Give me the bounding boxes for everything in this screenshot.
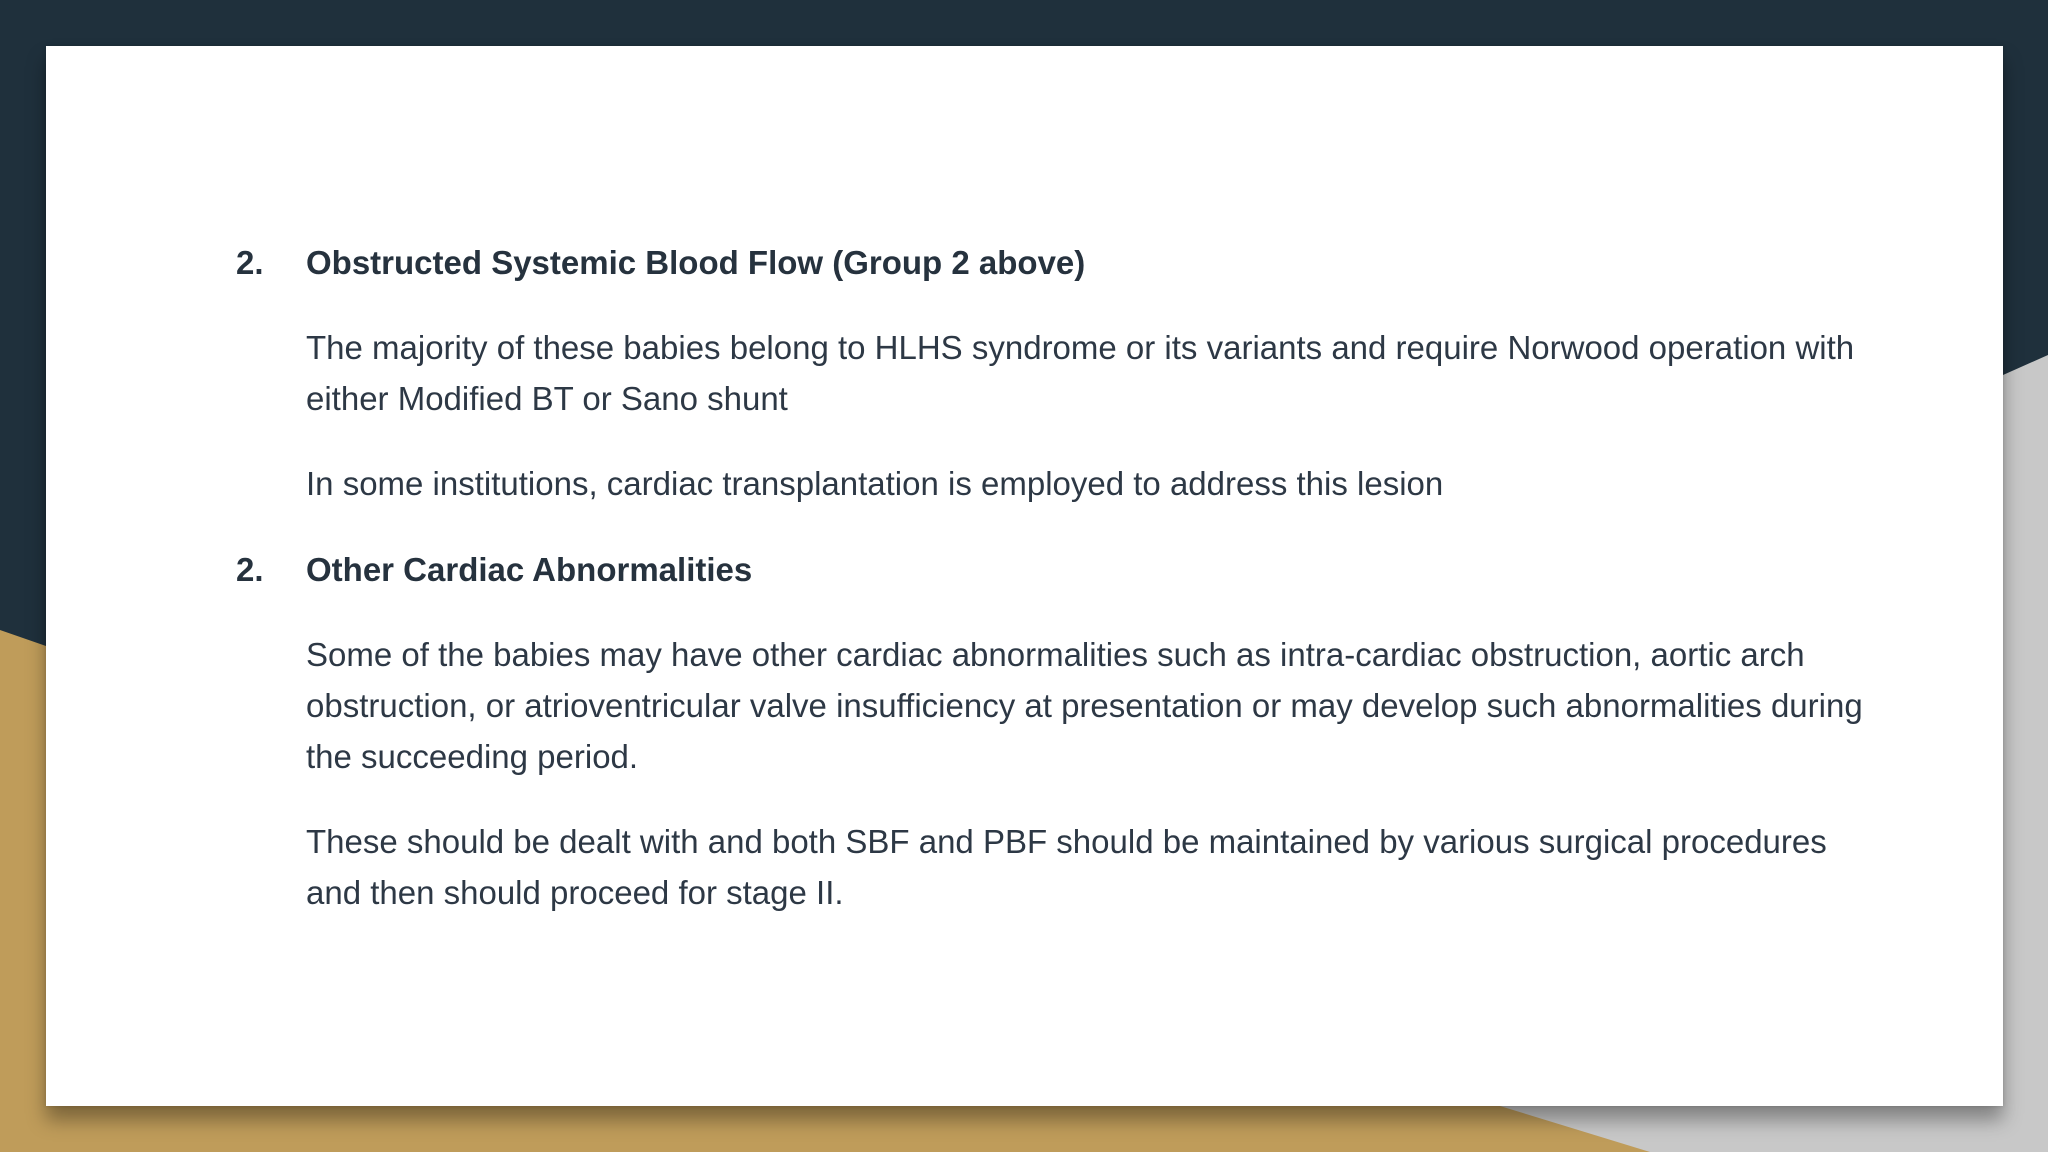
gold-bottom-shape [0,1106,1700,1152]
section-heading [46,548,2003,592]
gray-right-shape [2003,355,2048,1152]
list-number: 2. [236,244,264,281]
heading-text: Other Cardiac Abnormalities [306,551,753,588]
paragraph: The majority of these babies belong to HLHS syndrome or its variants and require Norwood operation with either Modified BT or Sano shunt [306,329,1855,417]
list-number: 2. [236,551,264,588]
paragraph: These should be dealt with and both SBF and PBF should be maintained by various surgical procedures and then should proceed for stage II. [306,823,1827,911]
paragraph: In some institutions, cardiac transplantation is employed to address this lesion [306,465,1444,502]
gold-left-shape [0,630,46,1152]
paragraph: Some of the babies may have other cardiac abnormalities such as intra-cardiac obstruction, aortic arch obstruction, or atrioventricular valve insufficiency at presentation or may develop such abnormalities during the succeeding period. [306,636,1863,775]
heading-text: Obstructed Systemic Blood Flow (Group 2 above) [306,244,1086,281]
section-heading [46,241,2003,285]
slide-body [46,46,2003,1106]
slide-content-card [46,46,2003,1106]
